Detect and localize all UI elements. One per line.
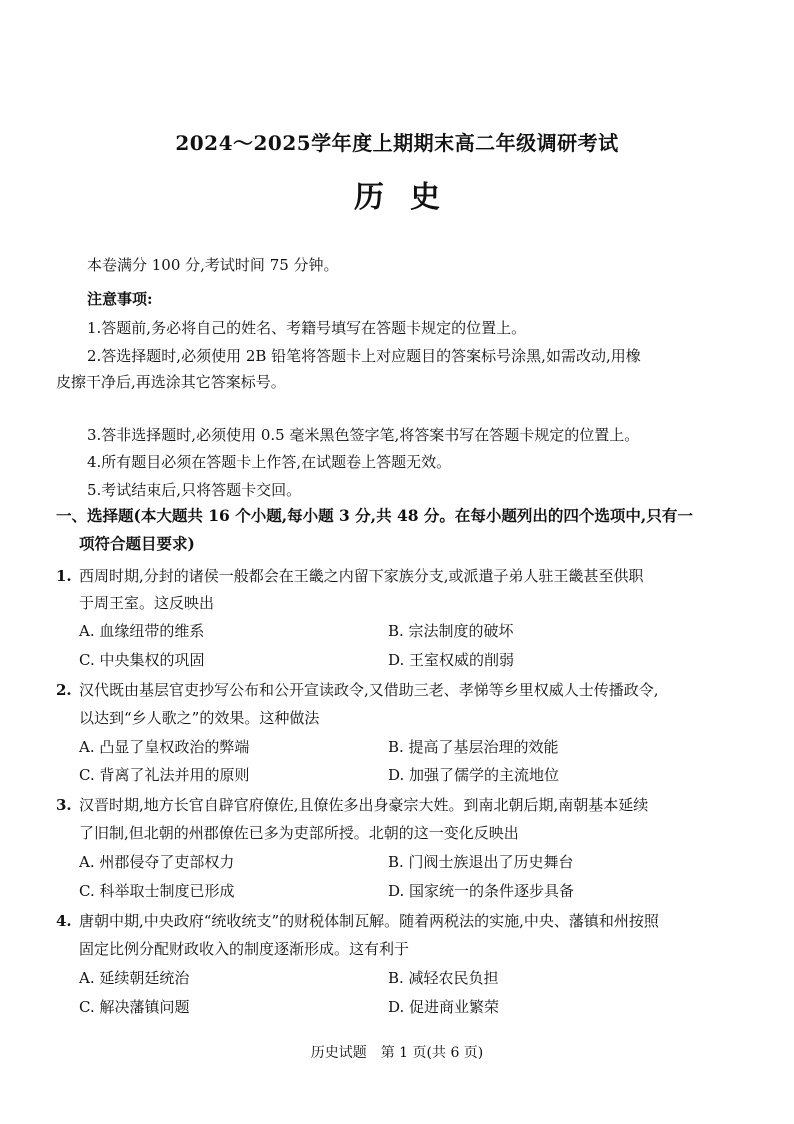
option-b: B. 减轻农民负担 <box>388 969 499 987</box>
exam-title: 2024～2025学年度上期期末高二年级调研考试 <box>175 131 619 155</box>
section-heading-continued: 项符合题目要求) <box>79 534 195 553</box>
question-number: 4. <box>56 912 72 930</box>
question-stem: 固定比例分配财政收入的制度逐渐形成。这有利于 <box>79 940 410 958</box>
option-c: C. 科举取士制度已形成 <box>79 882 235 900</box>
question-stem: 于周王室。这反映出 <box>79 594 215 612</box>
option-b: B. 门阀士族退出了历史舞台 <box>388 853 574 871</box>
option-c: C. 背离了礼法并用的原则 <box>79 766 250 784</box>
question-number: 1. <box>56 567 72 585</box>
notice-item-continued: 皮擦干净后,再选涂其它答案标号。 <box>56 373 286 391</box>
question-number: 2. <box>56 681 72 699</box>
option-d: D. 王室权威的削弱 <box>388 651 515 669</box>
question-stem: 汉晋时期,地方长官自辟官府僚佐,且僚佐多出身豪宗大姓。到南北朝后期,南朝基本延续 <box>79 796 649 814</box>
option-a: A. 血缘纽带的维系 <box>79 622 205 640</box>
page-footer: 历史试题 第 1 页(共 6 页) <box>310 1045 484 1061</box>
option-d: D. 加强了儒学的主流地位 <box>388 766 560 784</box>
notice-item: 1.答题前,务必将自己的姓名、考籍号填写在答题卡规定的位置上。 <box>87 319 527 337</box>
notice-item: 5.考试结束后,只将答题卡交回。 <box>87 481 302 499</box>
question-stem: 汉代既由基层官吏抄写公布和公开宣读政令,又借助三老、孝悌等乡里权威人士传播政令, <box>79 681 659 699</box>
option-d: D. 促进商业繁荣 <box>388 998 500 1016</box>
question-stem: 唐朝中期,中央政府“统收统支”的财税体制瓦解。随着两税法的实施,中央、藩镇和州按照 <box>79 912 659 930</box>
notice-item: 4.所有题目必须在答题卡上作答,在试题卷上答题无效。 <box>87 453 452 471</box>
subject-title: 历史 <box>354 180 466 215</box>
notice-item: 3.答非选择题时,必须使用 0.5 毫米黑色签字笔,将答案书写在答题卡规定的位置上。 <box>87 426 640 444</box>
option-b: B. 提高了基层治理的效能 <box>388 738 559 756</box>
question-stem: 了旧制,但北朝的州郡僚佐已多为吏部所授。北朝的这一变化反映出 <box>79 824 519 842</box>
exam-intro: 本卷满分 100 分,考试时间 75 分钟。 <box>87 256 339 274</box>
option-d: D. 国家统一的条件逐步具备 <box>388 882 575 900</box>
notice-title: 注意事项: <box>87 290 153 308</box>
question-number: 3. <box>56 796 72 814</box>
section-heading: 一、选择题(本大题共 16 个小题,每小题 3 分,共 48 分。在每小题列出的四个选项中,只有一 <box>56 506 693 525</box>
option-b: B. 宗法制度的破坏 <box>388 622 514 640</box>
notice-item: 2.答选择题时,必须使用 2B 铅笔将答题卡上对应题目的答案标号涂黑,如需改动,用橡 <box>87 347 641 365</box>
option-c: C. 中央集权的巩固 <box>79 651 205 669</box>
option-a: A. 凸显了皇权政治的弊端 <box>79 738 250 756</box>
option-c: C. 解决藩镇问题 <box>79 998 190 1016</box>
question-stem: 西周时期,分封的诸侯一般都会在王畿之内留下家族分支,或派遣子弟人驻王畿甚至供职 <box>79 567 644 585</box>
option-a: A. 延续朝廷统治 <box>79 969 190 987</box>
question-stem: 以达到“乡人歌之”的效果。这种做法 <box>79 709 320 727</box>
option-a: A. 州郡侵夺了吏部权力 <box>79 853 235 871</box>
